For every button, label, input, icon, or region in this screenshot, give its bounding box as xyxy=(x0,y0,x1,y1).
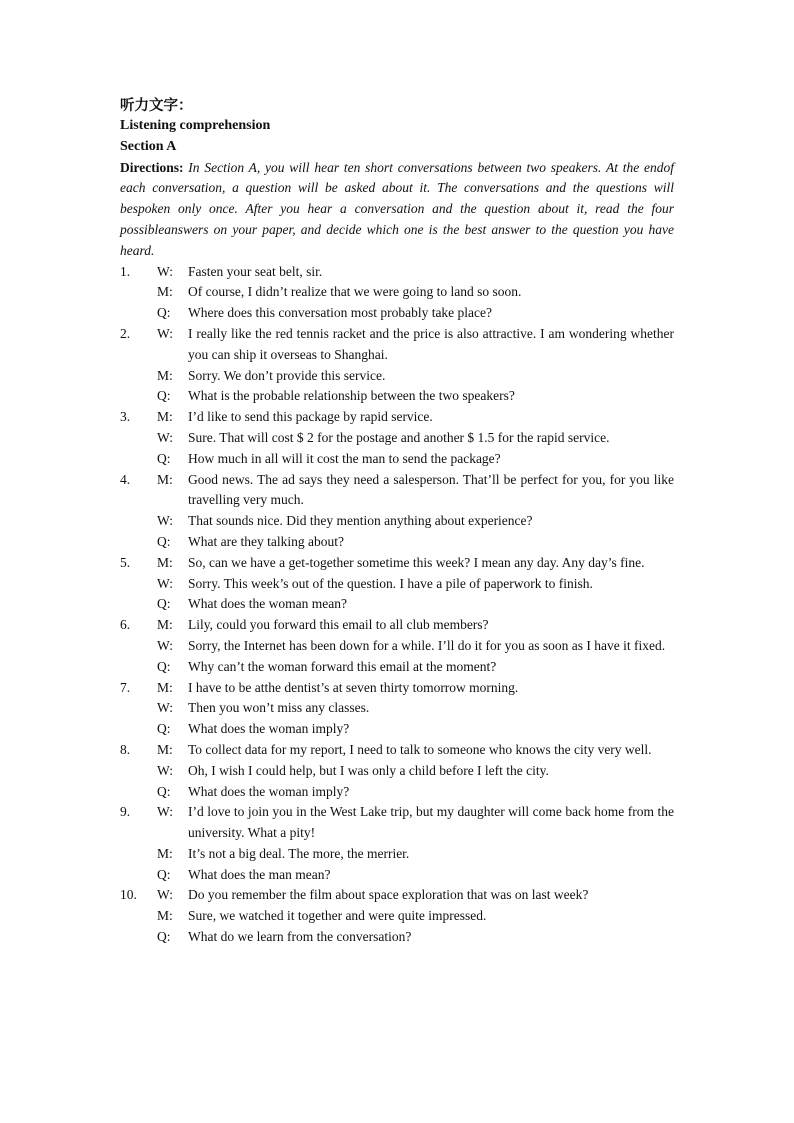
item-number xyxy=(120,366,157,387)
dialogue-text: I’d like to send this package by rapid service. xyxy=(188,409,433,425)
dialogue-line xyxy=(120,636,674,657)
dialogue-line xyxy=(120,740,674,761)
item-number xyxy=(120,719,157,740)
dialogue-text: What are they talking about? xyxy=(188,533,344,549)
conversation-item xyxy=(120,262,674,324)
conversation-item xyxy=(120,615,674,677)
item-number: 8. xyxy=(120,741,131,757)
dialogue-line xyxy=(120,407,674,428)
dialogue-text: Sure. That will cost $ 2 for the postage and another $ 1.5 for the rapid service. xyxy=(188,429,610,445)
dialogue-text: How much in all will it cost the man to send the package? xyxy=(188,450,501,466)
speaker-label: W: xyxy=(157,325,173,341)
item-number: 5. xyxy=(120,554,131,570)
item-number xyxy=(120,782,157,803)
speaker-label: W: xyxy=(157,513,173,529)
dialogue-line xyxy=(120,532,674,553)
dialogue-text: What does the woman imply? xyxy=(188,783,350,799)
item-number: 6. xyxy=(120,617,131,633)
item-number: 9. xyxy=(120,804,131,820)
item-number xyxy=(120,386,157,407)
speaker-label: Q: xyxy=(157,929,171,945)
dialogue-text: Where does this conversation most probably take place? xyxy=(188,305,493,321)
speaker-label: M: xyxy=(157,554,173,570)
conversation-item xyxy=(120,407,674,469)
dialogue-line xyxy=(120,657,674,678)
speaker-label: M: xyxy=(157,471,173,487)
dialogue-line xyxy=(120,698,674,719)
dialogue-text: Sorry, the Internet has been down for a while. I’ll do it for you as soon as I have it fixed. xyxy=(188,637,666,653)
speaker-label: W: xyxy=(157,700,173,716)
item-number: 1. xyxy=(120,263,131,279)
item-number xyxy=(120,532,157,553)
speaker-label: W: xyxy=(157,575,173,591)
item-number xyxy=(120,511,157,532)
speaker-label: Q: xyxy=(157,721,171,737)
item-number xyxy=(120,574,157,595)
dialogue-line xyxy=(120,553,674,574)
speaker-label: Q: xyxy=(157,596,171,612)
item-number xyxy=(120,657,157,678)
speaker-label: Q: xyxy=(157,533,171,549)
speaker-label: M: xyxy=(157,367,173,383)
dialogue-text: What does the woman imply? xyxy=(188,721,350,737)
dialogue-text: What does the man mean? xyxy=(188,866,331,882)
part-heading: Listening comprehension xyxy=(120,118,271,133)
speaker-label: W: xyxy=(157,762,173,778)
item-number xyxy=(120,865,157,886)
dialogue-line xyxy=(120,719,674,740)
dialogue-line xyxy=(120,303,674,324)
dialogue-line xyxy=(120,511,674,532)
dialogue-text: Do you remember the film about space exploration that was on last week? xyxy=(188,887,589,903)
section-heading: Section A xyxy=(120,138,177,154)
speaker-label: Q: xyxy=(157,783,171,799)
item-number xyxy=(120,906,157,927)
directions-text: In Section A, you will hear ten short conversations between two speakers. At the endof each conversation, a question will be asked about it. The conversations and the questions will bespoken only once. After you hear a conversation and the question about it, read the four possibleanswers on your paper, and decide which one is the best answer to the question you have heard. xyxy=(120,159,674,258)
speaker-label: Q: xyxy=(157,388,171,404)
speaker-label: M: xyxy=(157,617,173,633)
item-number: 4. xyxy=(120,471,131,487)
dialogue-line xyxy=(120,386,674,407)
document-title: 听力文字： xyxy=(120,98,193,114)
speaker-label: W: xyxy=(157,429,173,445)
dialogue-text: I really like the red tennis racket and the price is also attractive. I am wondering whether you can ship it overseas to Shanghai. xyxy=(188,325,674,362)
dialogue-text: To collect data for my report, I need to talk to someone who knows the city very well. xyxy=(188,741,652,757)
speaker-label: W: xyxy=(157,804,173,820)
speaker-label: W: xyxy=(157,637,173,653)
conversation-item xyxy=(120,740,674,802)
item-number: 2. xyxy=(120,325,131,341)
dialogue-line xyxy=(120,324,674,366)
dialogue-text: Of course, I didn’t realize that we were going to land so soon. xyxy=(188,284,522,300)
document-page xyxy=(120,96,674,948)
dialogue-text: What do we learn from the conversation? xyxy=(188,929,412,945)
item-number: 3. xyxy=(120,409,131,425)
dialogue-line xyxy=(120,678,674,699)
dialogue-text: I’d love to join you in the West Lake trip, but my daughter will come back home from the university. What a pity! xyxy=(188,804,674,841)
item-number xyxy=(120,428,157,449)
dialogue-line xyxy=(120,594,674,615)
dialogue-line xyxy=(120,615,674,636)
conversation-item xyxy=(120,553,674,615)
speaker-label: W: xyxy=(157,887,173,903)
dialogue-line xyxy=(120,574,674,595)
dialogue-line xyxy=(120,428,674,449)
item-number xyxy=(120,449,157,470)
item-number xyxy=(120,594,157,615)
dialogue-text: Then you won’t miss any classes. xyxy=(188,700,370,716)
speaker-label: Q: xyxy=(157,658,171,674)
dialogue-text: Sure, we watched it together and were quite impressed. xyxy=(188,908,487,924)
item-number: 7. xyxy=(120,679,131,695)
dialogue-text: Fasten your seat belt, sir. xyxy=(188,263,323,279)
directions-lead: Directions: xyxy=(120,159,184,175)
dialogue-text: Good news. The ad says they need a salesperson. That’ll be perfect for you, for you like travelling very much. xyxy=(188,471,674,508)
dialogue-line xyxy=(120,761,674,782)
conversation-item xyxy=(120,678,674,740)
dialogue-line xyxy=(120,927,674,948)
item-number xyxy=(120,698,157,719)
dialogue-line xyxy=(120,366,674,387)
dialogue-line xyxy=(120,282,674,303)
dialogue-text: Sorry. This week’s out of the question. I have a pile of paperwork to finish. xyxy=(188,575,593,591)
dialogue-text: What is the probable relationship between the two speakers? xyxy=(188,388,515,404)
speaker-label: Q: xyxy=(157,450,171,466)
dialogue-text: So, can we have a get-together sometime this week? I mean any day. Any day’s fine. xyxy=(188,554,645,570)
speaker-label: Q: xyxy=(157,866,171,882)
speaker-label: M: xyxy=(157,741,173,757)
speaker-label: W: xyxy=(157,263,173,279)
item-number: 10. xyxy=(120,887,137,903)
speaker-label: M: xyxy=(157,409,173,425)
item-number xyxy=(120,761,157,782)
conversation-item xyxy=(120,802,674,885)
speaker-label: M: xyxy=(157,845,173,861)
dialogue-text: That sounds nice. Did they mention anything about experience? xyxy=(188,513,533,529)
dialogue-line xyxy=(120,449,674,470)
speaker-label: M: xyxy=(157,679,173,695)
conversation-list xyxy=(120,262,674,948)
item-number xyxy=(120,636,157,657)
dialogue-line xyxy=(120,885,674,906)
dialogue-line xyxy=(120,865,674,886)
dialogue-text: Why can’t the woman forward this email at the moment? xyxy=(188,658,497,674)
dialogue-text: Oh, I wish I could help, but I was only a child before I left the city. xyxy=(188,762,549,778)
speaker-label: M: xyxy=(157,908,173,924)
directions-paragraph xyxy=(120,158,674,262)
dialogue-text: It’s not a big deal. The more, the merrier. xyxy=(188,845,410,861)
item-number xyxy=(120,303,157,324)
dialogue-line xyxy=(120,262,674,283)
dialogue-line xyxy=(120,782,674,803)
item-number xyxy=(120,927,157,948)
dialogue-line xyxy=(120,802,674,844)
conversation-item xyxy=(120,885,674,947)
dialogue-text: I have to be atthe dentist’s at seven thirty tomorrow morning. xyxy=(188,679,519,695)
conversation-item xyxy=(120,470,674,553)
item-number xyxy=(120,844,157,865)
item-number xyxy=(120,282,157,303)
conversation-item xyxy=(120,324,674,407)
dialogue-line xyxy=(120,470,674,512)
speaker-label: M: xyxy=(157,284,173,300)
speaker-label: Q: xyxy=(157,305,171,321)
dialogue-text: Sorry. We don’t provide this service. xyxy=(188,367,386,383)
dialogue-text: What does the woman mean? xyxy=(188,596,347,612)
dialogue-line xyxy=(120,844,674,865)
dialogue-line xyxy=(120,906,674,927)
dialogue-text: Lily, could you forward this email to all club members? xyxy=(188,617,489,633)
